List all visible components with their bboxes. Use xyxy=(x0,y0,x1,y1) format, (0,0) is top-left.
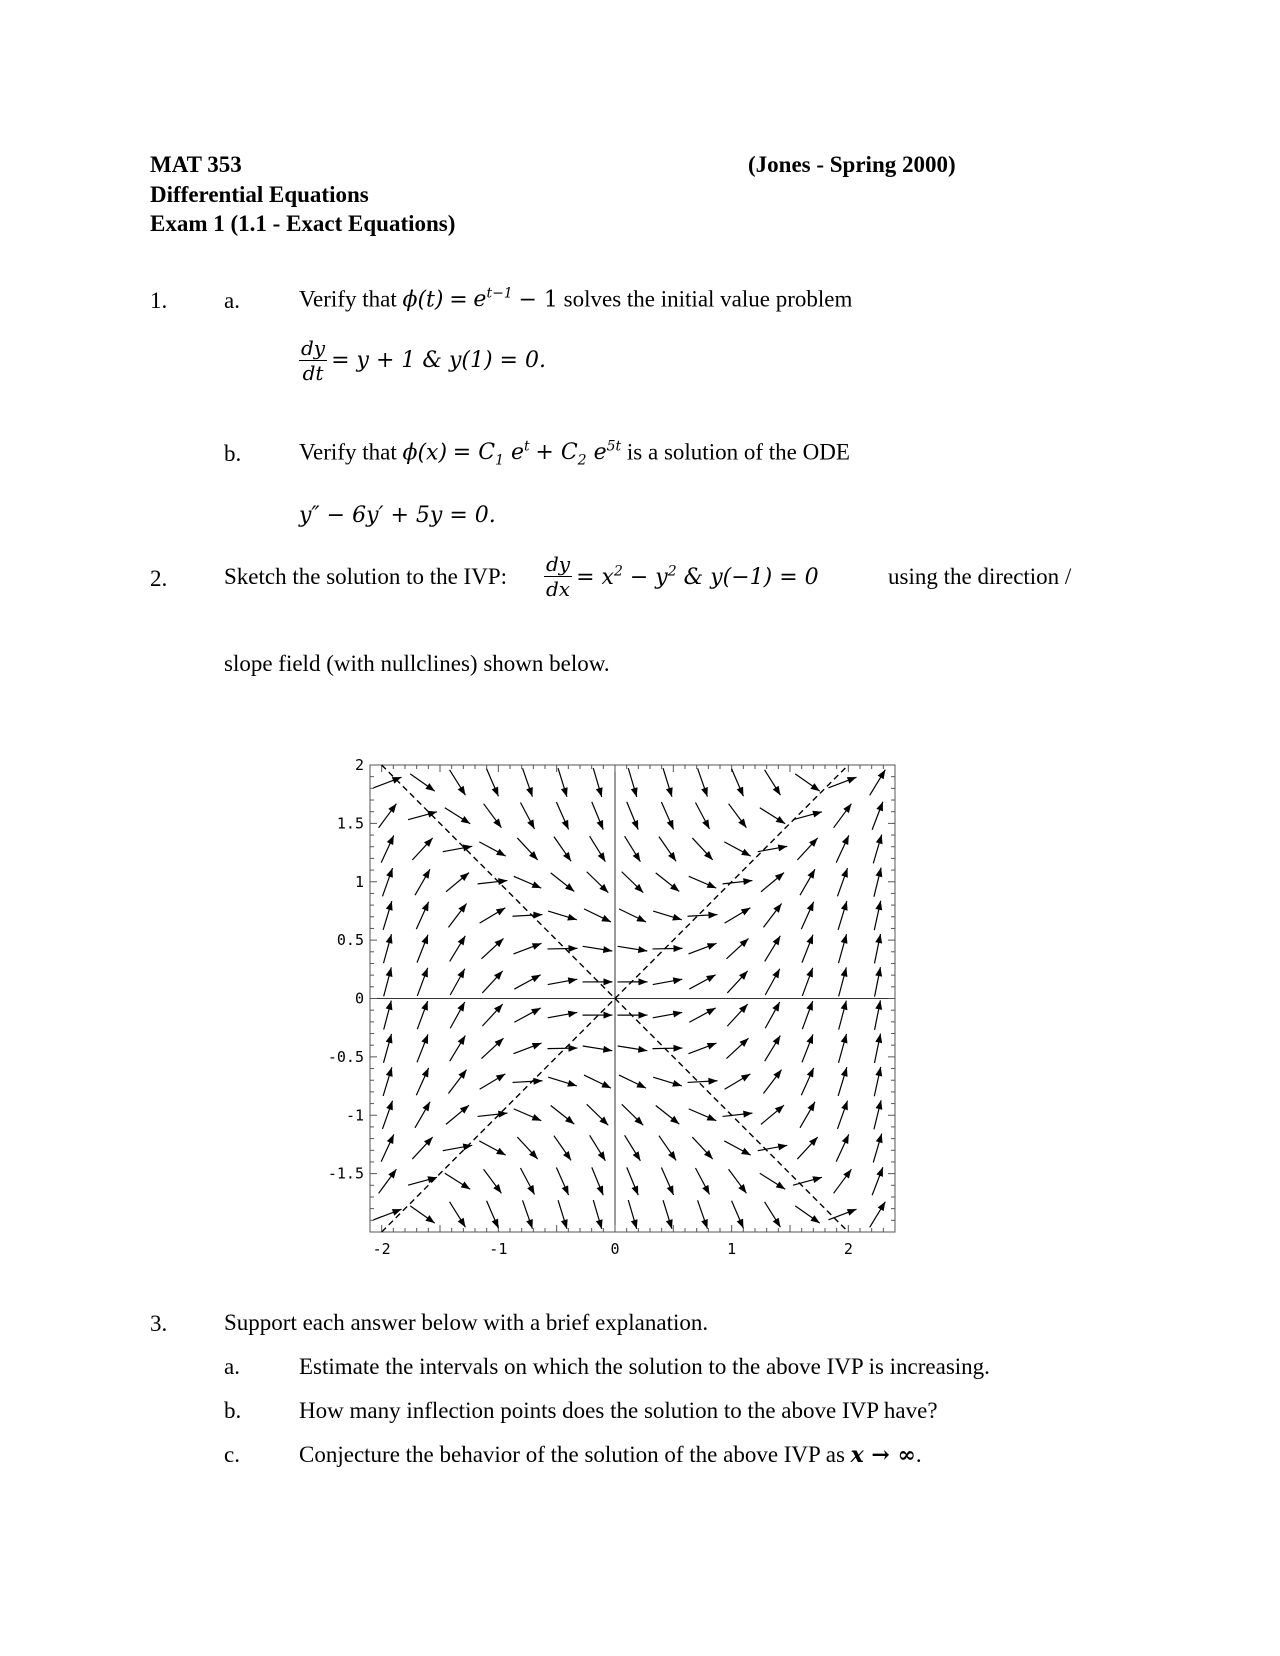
instructor-term: (Jones - Spring 2000) xyxy=(748,152,956,177)
slope-arrow xyxy=(689,1109,717,1121)
x-tick-label: -1 xyxy=(489,1240,508,1258)
slope-arrow xyxy=(838,1067,847,1096)
q2-ivp: $\frac{dy}{dx}$ = $x^2 - y^2$ & y(−1) = 0 xyxy=(546,552,819,601)
slope-arrow xyxy=(618,978,648,985)
slope-arrow xyxy=(692,838,712,860)
slope-arrow xyxy=(653,977,683,984)
slope-arrow xyxy=(484,804,502,828)
q2-number: 2. xyxy=(150,566,168,591)
slope-arrow xyxy=(517,838,537,860)
slope-arrow xyxy=(487,1201,499,1229)
slope-arrow xyxy=(584,909,611,922)
slope-arrow xyxy=(797,1137,817,1159)
q3a-text: Estimate the intervals on which the solution to the above IVP is increasing. xyxy=(299,1354,990,1379)
slope-arrow xyxy=(558,768,568,797)
slope-arrow xyxy=(487,769,499,797)
slope-arrow xyxy=(481,938,503,958)
slope-arrow xyxy=(875,1000,883,1029)
q3c-label: c. xyxy=(224,1442,240,1467)
slope-arrow xyxy=(727,1004,747,1026)
y-tick-label: 1 xyxy=(354,872,364,891)
y-tick-label: 1.5 xyxy=(336,814,364,833)
q2-line2: slope field (with nullclines) shown below. xyxy=(224,651,610,676)
x-tick-label: 2 xyxy=(843,1240,853,1258)
slope-arrow xyxy=(520,1168,534,1195)
slope-arrow xyxy=(478,1111,508,1118)
y-tick-label: 2 xyxy=(354,756,364,774)
slope-arrow xyxy=(583,946,613,953)
slope-arrow xyxy=(618,1012,648,1019)
course-subject: Differential Equations xyxy=(150,182,369,207)
slope-arrow xyxy=(627,1167,638,1195)
slope-arrow xyxy=(618,1046,648,1053)
slope-arrow xyxy=(723,878,753,885)
q3b-text: How many inflection points does the solution to the above IVP have? xyxy=(299,1398,938,1423)
slope-arrow xyxy=(583,1046,613,1053)
slope-arrow xyxy=(382,868,392,896)
slope-arrow xyxy=(548,1011,578,1018)
slope-arrow xyxy=(584,1075,611,1088)
slope-arrow xyxy=(450,969,465,995)
slope-arrow xyxy=(625,1135,641,1161)
slope-arrow xyxy=(870,770,886,796)
slope-arrow xyxy=(763,1070,781,1094)
slope-arrow xyxy=(653,911,682,920)
slope-arrow xyxy=(592,1167,603,1195)
slope-arrow xyxy=(765,770,781,795)
slope-arrow xyxy=(379,804,397,828)
slope-arrow xyxy=(724,1141,750,1155)
slope-arrow xyxy=(661,802,673,829)
slope-arrow xyxy=(484,1169,502,1193)
slope-arrow xyxy=(592,802,603,830)
slope-arrow xyxy=(800,1102,815,1128)
slope-arrow xyxy=(836,835,849,862)
slope-arrow xyxy=(379,1169,397,1193)
slope-arrow xyxy=(381,1134,394,1161)
slope-arrow xyxy=(548,1077,577,1086)
slope-arrow xyxy=(551,873,575,892)
slope-arrow xyxy=(874,1034,882,1063)
slope-arrow xyxy=(548,977,578,984)
exam-title: Exam 1 (1.1 - Exact Equations) xyxy=(150,211,456,236)
slope-arrow xyxy=(802,1001,813,1029)
slope-arrow xyxy=(688,1043,716,1054)
slope-arrow xyxy=(761,873,784,892)
slope-arrow xyxy=(593,768,602,797)
slope-arrow xyxy=(726,1038,748,1058)
slope-arrow xyxy=(874,1100,882,1129)
slope-arrow xyxy=(482,1004,502,1026)
slope-arrow xyxy=(758,1144,788,1151)
q2-lead: Sketch the solution to the IVP: xyxy=(224,564,508,589)
slope-arrow xyxy=(417,968,428,996)
slope-arrow xyxy=(619,909,646,922)
slope-arrow xyxy=(836,1134,849,1161)
slope-arrow xyxy=(593,1200,602,1229)
slope-arrow xyxy=(838,901,847,930)
slope-arrow xyxy=(873,835,882,864)
slope-arrow xyxy=(802,968,813,996)
slope-arrow xyxy=(417,935,428,963)
slope-arrow xyxy=(554,837,571,862)
slope-arrow xyxy=(481,1038,503,1058)
slope-arrow xyxy=(656,873,680,892)
slope-arrow xyxy=(384,934,393,963)
slope-arrow xyxy=(874,1067,882,1096)
slope-arrow xyxy=(548,1045,578,1052)
slope-arrow xyxy=(834,804,852,828)
slope-arrow xyxy=(480,908,506,923)
slope-arrow xyxy=(695,802,709,829)
slope-arrow xyxy=(760,1173,785,1189)
slope-arrow xyxy=(384,967,393,996)
q2-rest: using the direction / xyxy=(888,564,1072,589)
slope-arrow xyxy=(448,1070,466,1094)
slope-arrow xyxy=(479,842,505,856)
slope-arrow xyxy=(689,1008,715,1022)
slope-arrow xyxy=(723,1111,753,1118)
slope-arrow xyxy=(663,768,673,797)
slope-arrow xyxy=(478,878,508,885)
slope-arrow xyxy=(415,1102,430,1128)
slope-arrow xyxy=(622,872,644,893)
slope-arrow xyxy=(450,1202,466,1227)
slope-arrow xyxy=(445,1173,470,1189)
slope-arrow xyxy=(412,1137,432,1159)
slope-arrow xyxy=(837,1101,847,1129)
slope-arrow xyxy=(384,1034,393,1063)
slope-arrow xyxy=(587,872,609,893)
q3-number: 3. xyxy=(150,1311,168,1336)
q1b-ode: y″ − 6y′ + 5y = 0. xyxy=(299,503,496,528)
slope-arrow xyxy=(765,1002,780,1028)
slope-arrow xyxy=(450,770,466,795)
slope-arrow xyxy=(828,777,856,788)
slope-arrow xyxy=(514,1109,542,1121)
slope-arrow xyxy=(583,1012,613,1019)
slope-arrow xyxy=(872,1167,883,1195)
slope-arrow xyxy=(479,1141,505,1155)
slope-arrow xyxy=(445,808,470,824)
q3-lead: Support each answer below with a brief explanation. xyxy=(224,1310,709,1335)
slope-arrow xyxy=(695,1168,709,1195)
slope-arrow xyxy=(517,1137,537,1159)
slope-arrow xyxy=(874,901,882,930)
slope-arrow xyxy=(802,1034,813,1062)
slope-arrow xyxy=(765,1202,781,1227)
slope-arrow xyxy=(514,876,542,888)
slope-arrow xyxy=(373,777,401,788)
slope-arrow xyxy=(446,873,469,892)
slope-arrow xyxy=(480,1074,506,1089)
slope-arrow xyxy=(875,967,883,996)
y-tick-label: -1 xyxy=(345,1106,364,1125)
slope-arrow xyxy=(800,869,815,895)
slope-arrow xyxy=(724,842,750,856)
slope-arrow xyxy=(729,804,747,828)
slope-arrow xyxy=(628,1200,637,1229)
slope-arrow xyxy=(688,943,716,954)
slope-arrow xyxy=(729,1169,747,1193)
q1a-statement: Verify that $\phi(t) = e^{t-1} - 1$ solves the initial value problem xyxy=(299,286,853,313)
q3b-label: b. xyxy=(224,1398,242,1423)
slope-arrow xyxy=(795,774,820,791)
slope-arrow xyxy=(450,1002,465,1028)
q1b-statement: Verify that $\phi(x) = C_1$ $e^t + C_2$ $e^{5t}$ is a solution of the ODE xyxy=(299,439,850,469)
course-code: MAT 353 xyxy=(150,152,242,177)
slope-arrow xyxy=(698,1200,708,1228)
slope-arrow xyxy=(834,1169,852,1193)
slope-arrow xyxy=(872,802,883,830)
slope-arrow xyxy=(653,1011,683,1018)
slope-arrow xyxy=(382,1101,392,1129)
slope-arrow xyxy=(627,802,638,830)
slope-arrow xyxy=(590,1135,606,1161)
slope-arrow xyxy=(416,1068,428,1095)
y-tick-label: 0 xyxy=(354,989,364,1008)
slope-arrow xyxy=(513,912,543,919)
slope-arrow xyxy=(417,1001,428,1029)
slope-arrow xyxy=(797,838,817,860)
slope-arrow xyxy=(587,1104,609,1125)
slope-arrow xyxy=(381,835,394,862)
slope-arrow xyxy=(448,903,466,927)
slope-arrow xyxy=(765,1036,781,1062)
slope-arrow xyxy=(663,1200,673,1229)
slope-arrow xyxy=(514,1008,540,1022)
slope-arrow xyxy=(373,1209,401,1220)
slope-arrow xyxy=(590,836,606,862)
slope-arrow xyxy=(417,1034,428,1062)
x-tick-label: 1 xyxy=(727,1240,737,1258)
y-tick-label: 0.5 xyxy=(336,931,364,950)
slope-arrow xyxy=(583,978,613,985)
slope-arrow xyxy=(410,774,435,791)
slope-arrow xyxy=(554,1136,571,1161)
slope-arrow xyxy=(443,1144,473,1151)
slope-arrow xyxy=(692,1137,712,1159)
slope-arrow xyxy=(450,1036,466,1062)
x-tick-label: -2 xyxy=(372,1240,391,1258)
slope-arrow xyxy=(384,1001,393,1030)
slope-arrow xyxy=(415,869,430,895)
slope-arrow xyxy=(727,971,747,993)
slope-arrow xyxy=(556,802,568,829)
q1a-ivp: $\frac{dy}{dt}$ = y + 1 & y(1) = 0. xyxy=(301,336,546,385)
slope-arrow xyxy=(698,768,708,796)
slope-arrow xyxy=(482,971,502,993)
q3a-label: a. xyxy=(224,1354,240,1379)
slope-arrow xyxy=(793,1176,822,1185)
slope-arrow xyxy=(870,1202,886,1228)
slope-arrow xyxy=(801,902,813,929)
slope-arrow xyxy=(795,1206,820,1223)
slope-arrow xyxy=(450,936,466,962)
slope-arrow xyxy=(383,901,392,930)
slope-arrow xyxy=(761,1105,784,1124)
y-tick-label: -0.5 xyxy=(327,1047,364,1066)
slope-arrow xyxy=(625,836,641,862)
slope-arrow xyxy=(689,975,715,989)
slope-arrow xyxy=(659,837,676,862)
slope-arrow xyxy=(765,936,781,962)
slope-arrow xyxy=(628,768,637,797)
slope-arrow xyxy=(726,938,748,958)
slope-arrow xyxy=(410,1206,435,1223)
slope-arrow xyxy=(765,969,780,995)
q3c-text: Conjecture the behavior of the solution of the above IVP as x → ∞. xyxy=(299,1442,922,1468)
slope-arrow xyxy=(618,946,648,953)
slope-arrow xyxy=(513,943,541,954)
slope-arrow xyxy=(874,934,882,963)
slope-arrow xyxy=(688,912,718,919)
slope-arrow xyxy=(514,975,540,989)
slope-arrow xyxy=(725,1074,751,1089)
slope-arrow xyxy=(558,1200,568,1229)
slope-arrow xyxy=(619,1075,646,1088)
y-tick-label: -1.5 xyxy=(327,1164,364,1183)
slope-arrow xyxy=(873,1134,882,1163)
slope-arrow xyxy=(556,1168,568,1195)
slope-arrow xyxy=(839,934,848,963)
slope-arrow xyxy=(416,902,428,929)
slope-arrow xyxy=(732,769,744,797)
slope-arrow xyxy=(520,802,534,829)
slope-arrow xyxy=(548,911,577,920)
slope-arrow xyxy=(622,1104,644,1125)
q1a-label: a. xyxy=(224,288,240,313)
slope-arrow xyxy=(732,1201,744,1229)
slope-arrow xyxy=(689,876,717,888)
slope-arrow xyxy=(758,844,788,851)
slope-arrow xyxy=(523,768,533,796)
slope-arrow xyxy=(793,811,822,820)
slope-arrow xyxy=(725,908,751,923)
slope-arrow xyxy=(763,903,781,927)
slope-arrow xyxy=(801,1068,813,1095)
q1b-label: b. xyxy=(224,441,242,466)
slope-arrow xyxy=(659,1136,676,1161)
slope-arrow xyxy=(802,935,813,963)
slope-arrow xyxy=(412,838,432,860)
slope-arrow xyxy=(661,1168,673,1195)
slope-arrow xyxy=(839,967,848,996)
slope-arrow xyxy=(653,1077,682,1086)
slope-arrow xyxy=(839,1034,848,1063)
slope-arrow xyxy=(837,868,847,896)
slope-arrow xyxy=(551,1105,575,1124)
x-tick-label: 0 xyxy=(610,1240,620,1258)
slope-arrow xyxy=(828,1209,856,1220)
q1-number: 1. xyxy=(150,288,168,313)
slope-arrow xyxy=(656,1105,680,1124)
slope-arrow xyxy=(874,868,882,897)
slope-arrow xyxy=(383,1067,392,1096)
slope-arrow xyxy=(523,1200,533,1228)
slope-arrow xyxy=(839,1001,848,1030)
slope-arrow xyxy=(688,1078,718,1085)
slope-arrow xyxy=(513,1043,541,1054)
slope-arrow xyxy=(760,808,785,824)
slope-arrow xyxy=(446,1105,469,1124)
slope-arrow xyxy=(513,1078,543,1085)
